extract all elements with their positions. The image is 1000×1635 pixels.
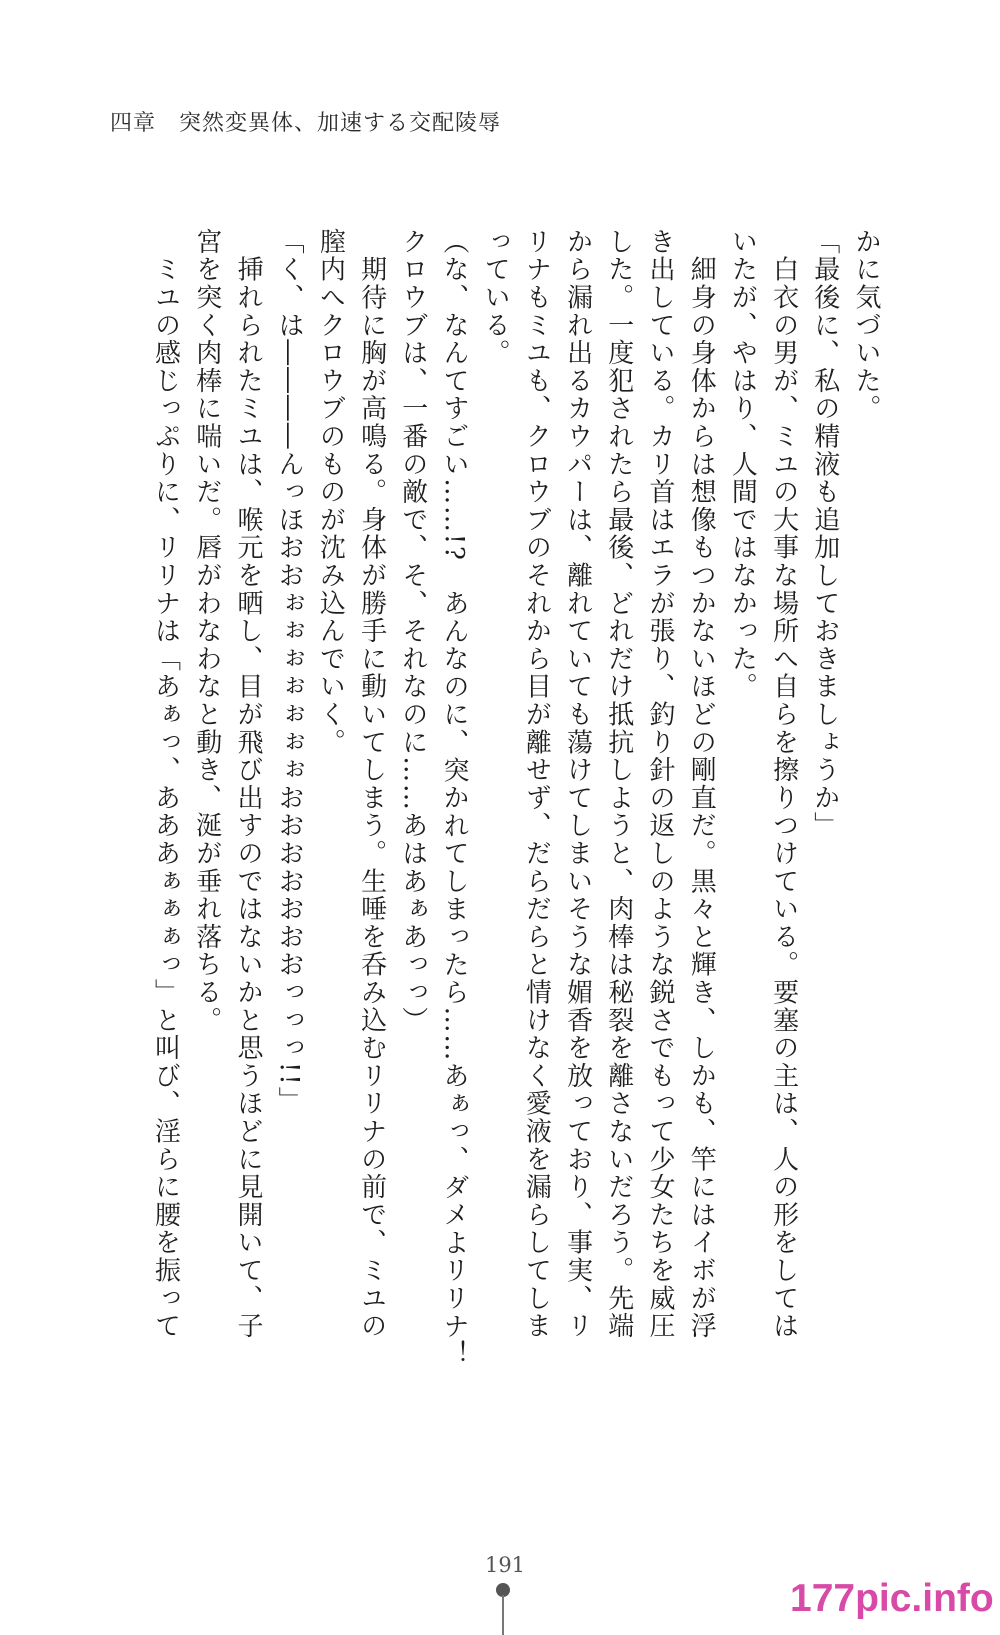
watermark: 177pic.info (790, 1577, 994, 1620)
text-line: 「最後に、私の精液も追加しておきましょうか」 (809, 228, 840, 840)
text-line: した。一度犯されたら最後、どれだけ抵抗しようと、肉棒は秘裂を離さないだろう。先端 (603, 228, 634, 1340)
text-line: （な、なんてすごい……!? あんなのに、突かれてしまったら……あぁっ、ダメよリリナ！ (438, 228, 469, 1368)
text-line: 「く、は――――んっほおおぉぉぉぉぉぉぉおおおおおおおっっっ!!」 (274, 228, 305, 1115)
text-line: き出している。カリ首はエラが張り、釣り針の返しのような鋭さでもって少女たちを威圧 (644, 228, 675, 1340)
text-line: リナもミユも、クロウブのそれから目が離せず、だらだらと情けなく愛液を漏らしてしま (521, 228, 552, 1340)
text-line: 膣内へクロウブのものが沈み込んでいく。 (315, 228, 346, 757)
folio-stem (502, 1595, 504, 1635)
text-line: 期待に胸が高鳴る。身体が勝手に動いてしまう。生唾を呑み込むリリナの前で、ミユの (356, 228, 387, 1340)
folio-marker-icon (496, 1583, 512, 1635)
text-line: いたが、やはり、人間ではなかった。 (727, 228, 758, 701)
page-number: 191 (484, 1553, 526, 1577)
text-line: 宮を突く肉棒に喘いだ。唇がわなわなと動き、涎が垂れ落ちる。 (191, 228, 222, 1035)
text-line: かに気づいた。 (851, 228, 881, 423)
text-line: から漏れ出るカウパーは、離れていても蕩けてしまいそうな媚香を放っており、事実、リ (562, 228, 593, 1340)
text-line: ミユの感じっぷりに、リリナは「あぁっ、あああぁぁぁっ」と叫び、淫らに腰を振って (150, 228, 181, 1340)
text-line: クロウブは、一番の敵で、そ、それなのに……あはあぁあっっ） (397, 228, 428, 1035)
running-head: 四章 突然変異体、加速する交配陵辱 (110, 111, 502, 136)
text-line: っている。 (480, 228, 511, 367)
text-line: 挿れられたミユは、喉元を晒し、目が飛び出すのではないかと思うほどに見開いて、子 (232, 228, 263, 1340)
text-line: 細身の身体からは想像もつかないほどの剛直だ。黒々と輝き、しかも、竿にはイボが浮 (686, 228, 717, 1340)
text-line: 白衣の男が、ミユの大事な場所へ自らを擦りつけている。要塞の主は、人の形をしては (768, 228, 799, 1340)
body-text-column (144, 228, 886, 1368)
